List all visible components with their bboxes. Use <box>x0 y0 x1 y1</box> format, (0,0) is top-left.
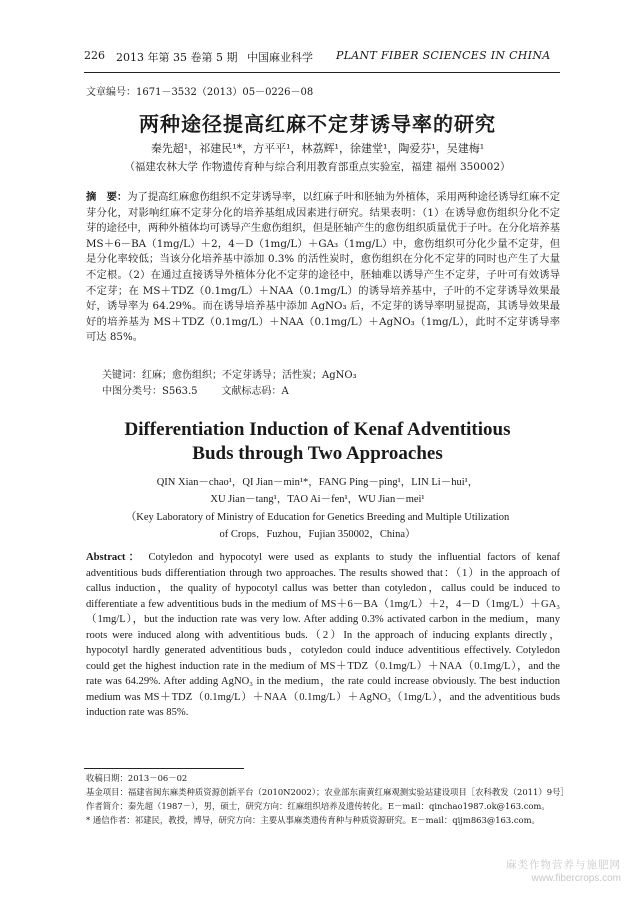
journal-name-cn: 中国麻业科学 <box>247 51 313 64</box>
footnote-corresponding: * 通信作者：祁建民，教授，博导，研究方向：主要从事麻类遗传育种与种质资源研究。E－mail：qijm863@163.com。 <box>86 815 540 825</box>
clc-value: S563.5 <box>162 386 198 397</box>
title-en-line1: Differentiation Induction of Kenaf Adventitious <box>124 419 511 440</box>
clc-label: 中图分类号： <box>102 386 162 397</box>
affiliation-en-line1: （Key Laboratory of Ministry of Education for Genetics Breeding and Multiple Utilization <box>125 512 510 523</box>
watermark-cn: 麻类作物营养与施肥网 <box>506 859 621 871</box>
affiliation-en-line2: of Crops．Fuzhou，Fujian 350002，China） <box>219 529 416 540</box>
title-en-line2: Buds through Two Approaches <box>192 443 443 464</box>
header-rule <box>84 72 560 73</box>
watermark-url: www.fibercrops.com <box>531 873 621 884</box>
abstract-cn-label: 摘 要： <box>86 191 128 203</box>
abstract-en <box>86 550 560 721</box>
abstract-cn <box>86 190 560 346</box>
footnote-author-bio: 作者简介：秦先超（1987－），男，硕士，研究方向：红麻组织培养及遗传转化。E－mail：qinchao1987.ok@163.com。 <box>86 801 550 811</box>
footnote-fund: 基金项目：福建省闽东麻类种质资源创新平台（2010N2002）；农业部东南黄红麻观测实验站建设项目［农科教发（2011）9号］ <box>86 787 569 797</box>
article-id: 文章编号：1671－3532（2013）05－0226－08 <box>86 87 314 98</box>
doc-code-label: 文献标志码： <box>221 386 282 397</box>
authors-cn: 秦先超¹，祁建民¹*，方平平¹，林荔辉¹，徐建堂¹，陶爱芬¹，吴建梅¹ <box>150 142 485 155</box>
page-number: 226 <box>84 49 105 62</box>
journal-name-en: PLANT FIBER SCIENCES IN CHINA <box>336 49 551 62</box>
footnote-received: 收稿日期：2013－06－02 <box>86 773 188 783</box>
abstract-en-text: Cotyledon and hypocotyl were used as explants to study the influential factors of kenaf adventitious buds differentiation through two approaches. The results showed that：（1）in the approach of callus induction，the quality of hypocotyl callus was better than cotyledon，callus could be induced to differentiate a few adventitious buds in the medium of MS＋6－BA（1mg/L）＋2，4－D（1mg/L）＋GA₃（1mg/L），but the induction rate was very low. After adding 0.3% activated carbon in the medium，many roots were induced along with adventitious buds.（2）In the approach of inducing explants directly，hypocotyl hardly generated adventitious buds，cotyledon could induce adventitious effectively. Cotyledon could get the highest induction rate in the medium of MS＋TDZ（0.1mg/L）＋NAA（0.1mg/L），and the rate was 64.29%. After adding AgNO₃ in the medium，the rate could increase obviously. The best induction medium was MS＋TDZ（0.1mg/L）＋NAA（0.1mg/L）＋AgNO₃（1mg/L），and the adventitious buds induction rate was 85%. <box>86 552 560 718</box>
footnote-rule <box>84 768 244 769</box>
classification-line <box>102 382 289 397</box>
authors-en-line1: QIN Xian－chao¹，QI Jian－min¹*，FANG Ping－ping¹，LIN Li－hui¹， <box>156 477 479 488</box>
title-cn: 两种途径提高红麻不定芽诱导率的研究 <box>139 112 496 136</box>
doc-code-value: A <box>281 386 289 397</box>
abstract-en-label: Abstract： <box>86 552 143 563</box>
site-watermark <box>506 858 621 886</box>
abstract-cn-text: 为了提高红麻愈伤组织不定芽诱导率，以红麻子叶和胚轴为外植体，采用两种途径诱导红麻不定芽分化，对影响红麻不定芽分化的培养基组成因素进行研究。结果表明：（1）在诱导愈伤组织分化不定芽的途径中，两种外植体均可诱导产生愈伤组织，但是胚轴产生的愈伤组织质量优于子叶。在分化培养基 MS＋6－BA（1mg/L）＋2，4－D（1mg/L）＋GA₃（1mg/L）中，愈伤组织可分化少量不定芽，但是分化率较低；当该分化培养基中添加 0.3% 的活性炭时，愈伤组织在分化不定芽的同时也产生了大量不定根。（2）在通过直接诱导外植体分化不定芽的途径中，胚轴难以诱导产生不定芽，子叶可有效诱导不定芽；在 MS＋TDZ（0.1mg/L）＋NAA（0.1mg/L）的诱导培养基中，子叶的不定芽诱导效果最好，诱导率为 64.29%。而在诱导培养基中添加 AgNO₃ 后，不定芽的诱导率明显提高，其诱导效果最好的培养基为 MS＋TDZ（0.1mg/L）＋NAA（0.1mg/L）＋AgNO₃（1mg/L），此时不定芽诱导率可达 85%。 <box>86 191 560 344</box>
issue-info: 2013 年第 35 卷第 5 期 <box>116 51 238 64</box>
keywords-cn: 关键词：红麻；愈伤组织；不定芽诱导；活性炭；AgNO₃ <box>102 370 357 381</box>
authors-en-line2: XU Jian－tang¹，TAO Ai－fen¹，WU Jian－mei¹ <box>210 494 425 505</box>
running-header <box>84 49 562 67</box>
affiliation-cn: （福建农林大学 作物遗传育种与综合利用教育部重点实验室，福建 福州 350002） <box>124 161 511 173</box>
